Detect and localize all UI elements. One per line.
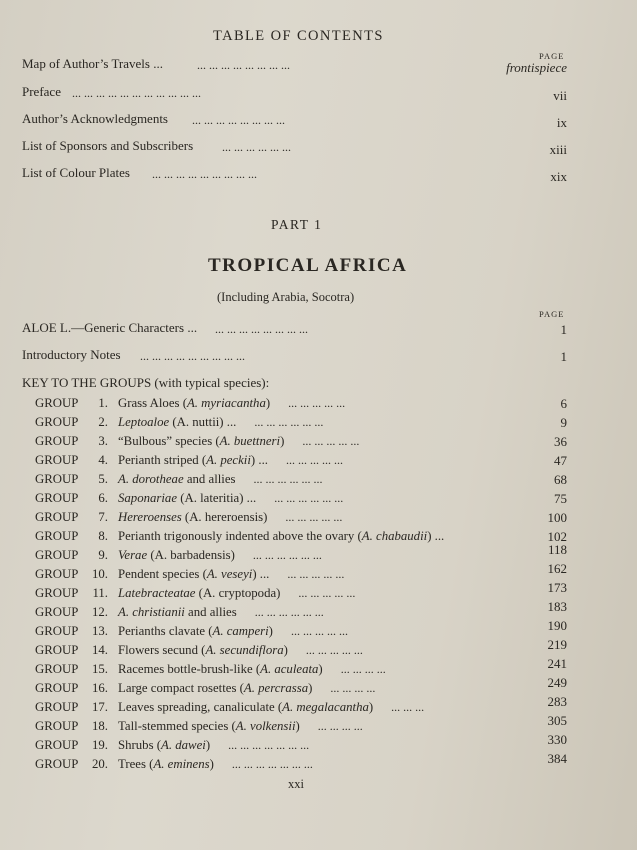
group-number: 10. [92, 567, 108, 581]
group-desc-italic: A. eminens [153, 757, 210, 771]
group-word: GROUP [35, 434, 79, 448]
group-desc-post: ) [368, 700, 374, 714]
leader-dots: ... ... ... ... ... ... [222, 140, 291, 154]
group-number: 20. [92, 757, 108, 771]
group-page: 190 [547, 618, 567, 633]
group-desc-italic: A. chabaudii [361, 529, 428, 543]
group-row [0, 561, 637, 585]
group-desc-pre: Pendent species ( [118, 567, 207, 581]
group-desc-italic: A. veseyi [206, 567, 253, 581]
group-word: GROUP [35, 662, 79, 676]
toc-title: TABLE OF CONTENTS [213, 28, 384, 44]
group-row [0, 732, 637, 756]
group-desc-post: ) [265, 396, 271, 410]
leader-dots: ... ... ... ... ... ... ... ... [197, 58, 290, 72]
group-word: GROUP [35, 681, 79, 695]
group-desc-post: and allies [184, 605, 237, 619]
group-row [0, 491, 637, 509]
group-desc-pre: Large compact rosettes ( [118, 681, 244, 695]
group-page: 241 [547, 656, 567, 671]
group-number: 14. [92, 643, 108, 657]
group-page: 305 [547, 713, 567, 728]
group-description [118, 757, 313, 772]
group-desc-italic: A. peckii [206, 453, 251, 467]
group-row [0, 434, 637, 452]
group-desc-italic: A. buettneri [219, 434, 281, 448]
group-description [118, 643, 363, 658]
group-word: GROUP [35, 719, 79, 733]
group-desc-italic: Saponariae [118, 491, 178, 505]
leader-dots: ... ... ... ... ... [285, 510, 343, 524]
group-word: GROUP [35, 396, 79, 410]
front-matter-label: Preface [22, 84, 61, 99]
group-row [0, 637, 637, 661]
group-description [118, 700, 424, 715]
group-row [0, 453, 637, 471]
group-row [0, 751, 637, 775]
front-matter-page: vii [553, 88, 567, 103]
group-number: 6. [98, 491, 108, 505]
group-row [0, 396, 637, 414]
group-desc-pre: Perianth striped ( [118, 453, 207, 467]
group-desc-italic: Latebracteatae [118, 586, 196, 600]
group-number: 15. [92, 662, 108, 676]
leader-dots: ... ... ... ... ... [305, 643, 363, 657]
group-desc-italic: Verae [118, 548, 148, 562]
group-desc-italic: A. volkensii [235, 719, 296, 733]
group-row [0, 472, 637, 490]
group-page: 330 [547, 732, 567, 747]
group-description [118, 662, 386, 677]
group-number: 17. [92, 700, 108, 714]
group-desc-italic: A. percrassa [243, 681, 309, 695]
group-description [118, 491, 343, 506]
leader-dots: ... ... ... ... ... ... ... ... ... ... ... [72, 86, 201, 100]
group-page: 384 [547, 751, 567, 766]
group-description [118, 624, 348, 639]
group-desc-post: (A. lateritia) ... [177, 491, 257, 505]
group-desc-post: (A. cryptopoda) [195, 586, 281, 600]
group-desc-italic: A. aculeata [260, 662, 319, 676]
group-page: 249 [547, 675, 567, 690]
leader-dots: ... ... ... ... ... ... ... ... ... [140, 349, 245, 363]
front-matter-label: Author’s Acknowledgments [22, 111, 168, 126]
group-page: 47 [554, 453, 567, 468]
group-desc-post: ) [318, 662, 323, 676]
group-desc-post: ) [283, 643, 288, 657]
group-number: 11. [92, 586, 108, 600]
page-number: xxi [288, 777, 304, 791]
entry-page: 1 [560, 349, 567, 364]
group-desc-italic: A. myriacantha [186, 396, 266, 410]
group-row [0, 529, 637, 547]
group-description [118, 453, 343, 468]
leader-dots: ... ... ... ... ... [288, 396, 346, 410]
group-desc-post: (A. nuttii) ... [169, 415, 237, 429]
group-word: GROUP [35, 738, 79, 752]
front-matter-label: Map of Author’s Travels ... [22, 56, 163, 71]
entry-label: ALOE L.—Generic Characters ... [22, 320, 198, 335]
group-word: GROUP [35, 491, 79, 505]
group-description [118, 605, 324, 620]
group-description [118, 738, 309, 753]
group-description [118, 719, 363, 734]
group-row [0, 415, 637, 433]
group-description [118, 529, 462, 544]
group-description [118, 548, 322, 563]
leader-dots: ... ... ... ... ... ... [252, 548, 322, 562]
group-description [118, 415, 323, 430]
group-description [118, 434, 359, 449]
group-desc-pre: Perianths clavate ( [118, 624, 213, 638]
leader-dots: ... ... ... ... [340, 662, 386, 676]
group-desc-post: (A. hereroensis) [181, 510, 268, 524]
group-word: GROUP [35, 453, 79, 467]
group-word: GROUP [35, 757, 79, 771]
group-desc-post: ) [280, 434, 285, 448]
group-desc-italic: A. secundiflora [205, 643, 284, 657]
leader-dots: ... ... ... ... [330, 681, 376, 695]
group-row [0, 675, 637, 699]
section-subtitle: (Including Arabia, Socotra) [217, 290, 355, 304]
leader-dots: ... ... ... ... ... [287, 567, 345, 581]
group-page: 100 [547, 510, 567, 525]
front-matter-page: ix [556, 115, 567, 130]
leader-dots: ... ... ... ... [317, 719, 363, 733]
group-page: 162 [547, 561, 567, 576]
front-matter-page: xiii [549, 142, 567, 157]
group-page: 68 [554, 472, 567, 487]
group-page: 118 [547, 542, 567, 557]
front-matter-label: List of Sponsors and Subscribers [22, 138, 194, 153]
group-desc-pre: Flowers secund ( [118, 643, 206, 657]
group-word: GROUP [35, 567, 79, 581]
leader-dots: ... ... ... ... ... ... ... ... [215, 322, 308, 336]
group-number: 2. [98, 415, 108, 429]
group-number: 7. [98, 510, 108, 524]
group-desc-pre: Perianth trigonously indented above the ovary ( [118, 529, 362, 543]
leader-dots: ... ... ... ... ... [285, 453, 343, 467]
group-desc-pre: Trees ( [118, 757, 154, 771]
group-desc-post: ) ... [252, 567, 270, 581]
group-desc-italic: A. dorotheae [118, 472, 184, 486]
group-row [0, 694, 637, 718]
entry-page: 1 [560, 322, 567, 337]
group-desc-post: ) ... [427, 529, 445, 543]
group-row [0, 656, 637, 680]
group-description [118, 586, 355, 601]
group-description [118, 567, 344, 582]
group-row [0, 580, 637, 604]
group-desc-italic: A. dawei [161, 738, 206, 752]
group-desc-pre: Tall-stemmed species ( [118, 719, 236, 733]
group-row [0, 713, 637, 737]
leader-dots: ... ... ... ... ... ... ... ... ... [152, 167, 257, 181]
group-word: GROUP [35, 605, 79, 619]
group-row [0, 510, 637, 528]
group-word: GROUP [35, 472, 79, 486]
group-desc-post: ) [295, 719, 300, 733]
group-word: GROUP [35, 510, 79, 524]
group-number: 12. [92, 605, 108, 619]
leader-dots: ... ... ... ... ... ... ... [231, 757, 313, 771]
leader-dots: ... ... ... ... ... [298, 586, 356, 600]
group-row [0, 542, 637, 566]
group-description [118, 510, 342, 525]
group-word: GROUP [35, 586, 79, 600]
group-number: 19. [92, 738, 108, 752]
page-column-label-2: PAGE [539, 309, 565, 319]
page-column-label: PAGE [539, 51, 565, 61]
group-page: 36 [554, 434, 567, 449]
leader-dots: ... ... ... ... ... [290, 624, 348, 638]
front-matter-page: xix [550, 169, 567, 184]
group-desc-italic: Hereroenses [118, 510, 182, 524]
group-desc-pre: Shrubs ( [118, 738, 162, 752]
group-description [118, 472, 323, 487]
group-desc-post: ) [268, 624, 273, 638]
group-desc-italic: A. megalacantha [282, 700, 369, 714]
group-desc-pre: Leaves spreading, canaliculate ( [118, 700, 283, 714]
group-desc-pre: Grass Aloes ( [118, 396, 187, 410]
group-page: 183 [547, 599, 567, 614]
front-matter-page: frontispiece [506, 60, 567, 75]
leader-dots: ... ... ... ... ... ... ... ... [192, 113, 285, 127]
group-row [0, 599, 637, 623]
group-description [118, 681, 375, 696]
group-number: 9. [98, 548, 108, 562]
leader-dots: ... ... ... ... ... ... [253, 472, 323, 486]
group-description [118, 396, 345, 411]
group-page: 173 [547, 580, 567, 595]
entry-label: Introductory Notes [22, 347, 121, 362]
part-title: PART 1 [271, 217, 323, 232]
leader-dots: ... ... ... ... ... ... ... [228, 738, 310, 752]
group-desc-post: and allies [183, 472, 236, 486]
group-number: 1. [98, 396, 108, 410]
leader-dots: ... ... ... ... ... [302, 434, 360, 448]
group-page: 283 [547, 694, 567, 709]
group-number: 4. [98, 453, 108, 467]
front-matter-label: List of Colour Plates [22, 165, 130, 180]
group-desc-italic: A. camperi [212, 624, 269, 638]
group-number: 5. [98, 472, 108, 486]
group-desc-post: ) [205, 738, 211, 752]
group-desc-post: (A. barbadensis) [147, 548, 235, 562]
section-title: TROPICAL AFRICA [208, 255, 408, 276]
group-number: 13. [92, 624, 108, 638]
group-desc-italic: Leptoaloe [118, 415, 170, 429]
group-number: 8. [98, 529, 108, 543]
leader-dots: ... ... ... [391, 700, 425, 714]
group-page: 75 [554, 491, 567, 506]
leader-dots: ... ... ... ... ... ... [274, 491, 344, 505]
group-page: 102 [547, 529, 567, 544]
group-word: GROUP [35, 548, 79, 562]
group-word: GROUP [35, 700, 79, 714]
group-number: 18. [92, 719, 108, 733]
group-desc-post: ) [209, 757, 214, 771]
group-word: GROUP [35, 643, 79, 657]
group-desc-post: ) ... [250, 453, 268, 467]
key-heading: KEY TO THE GROUPS (with typical species): [22, 375, 270, 390]
group-desc-pre: “Bulbous” species ( [118, 434, 220, 448]
group-word: GROUP [35, 624, 79, 638]
group-desc-italic: A. christianii [118, 605, 185, 619]
group-number: 3. [98, 434, 108, 448]
group-page: 9 [560, 415, 567, 430]
group-row [0, 618, 637, 642]
group-word: GROUP [35, 415, 79, 429]
group-desc-post: ) [308, 681, 313, 695]
leader-dots: ... ... ... ... ... ... [254, 605, 324, 619]
group-word: GROUP [35, 529, 79, 543]
group-page: 219 [547, 637, 567, 652]
leader-dots: ... ... ... ... ... ... [254, 415, 324, 429]
group-desc-pre: Racemes bottle-brush-like ( [118, 662, 261, 676]
group-number: 16. [92, 681, 108, 695]
group-page: 6 [560, 396, 567, 411]
